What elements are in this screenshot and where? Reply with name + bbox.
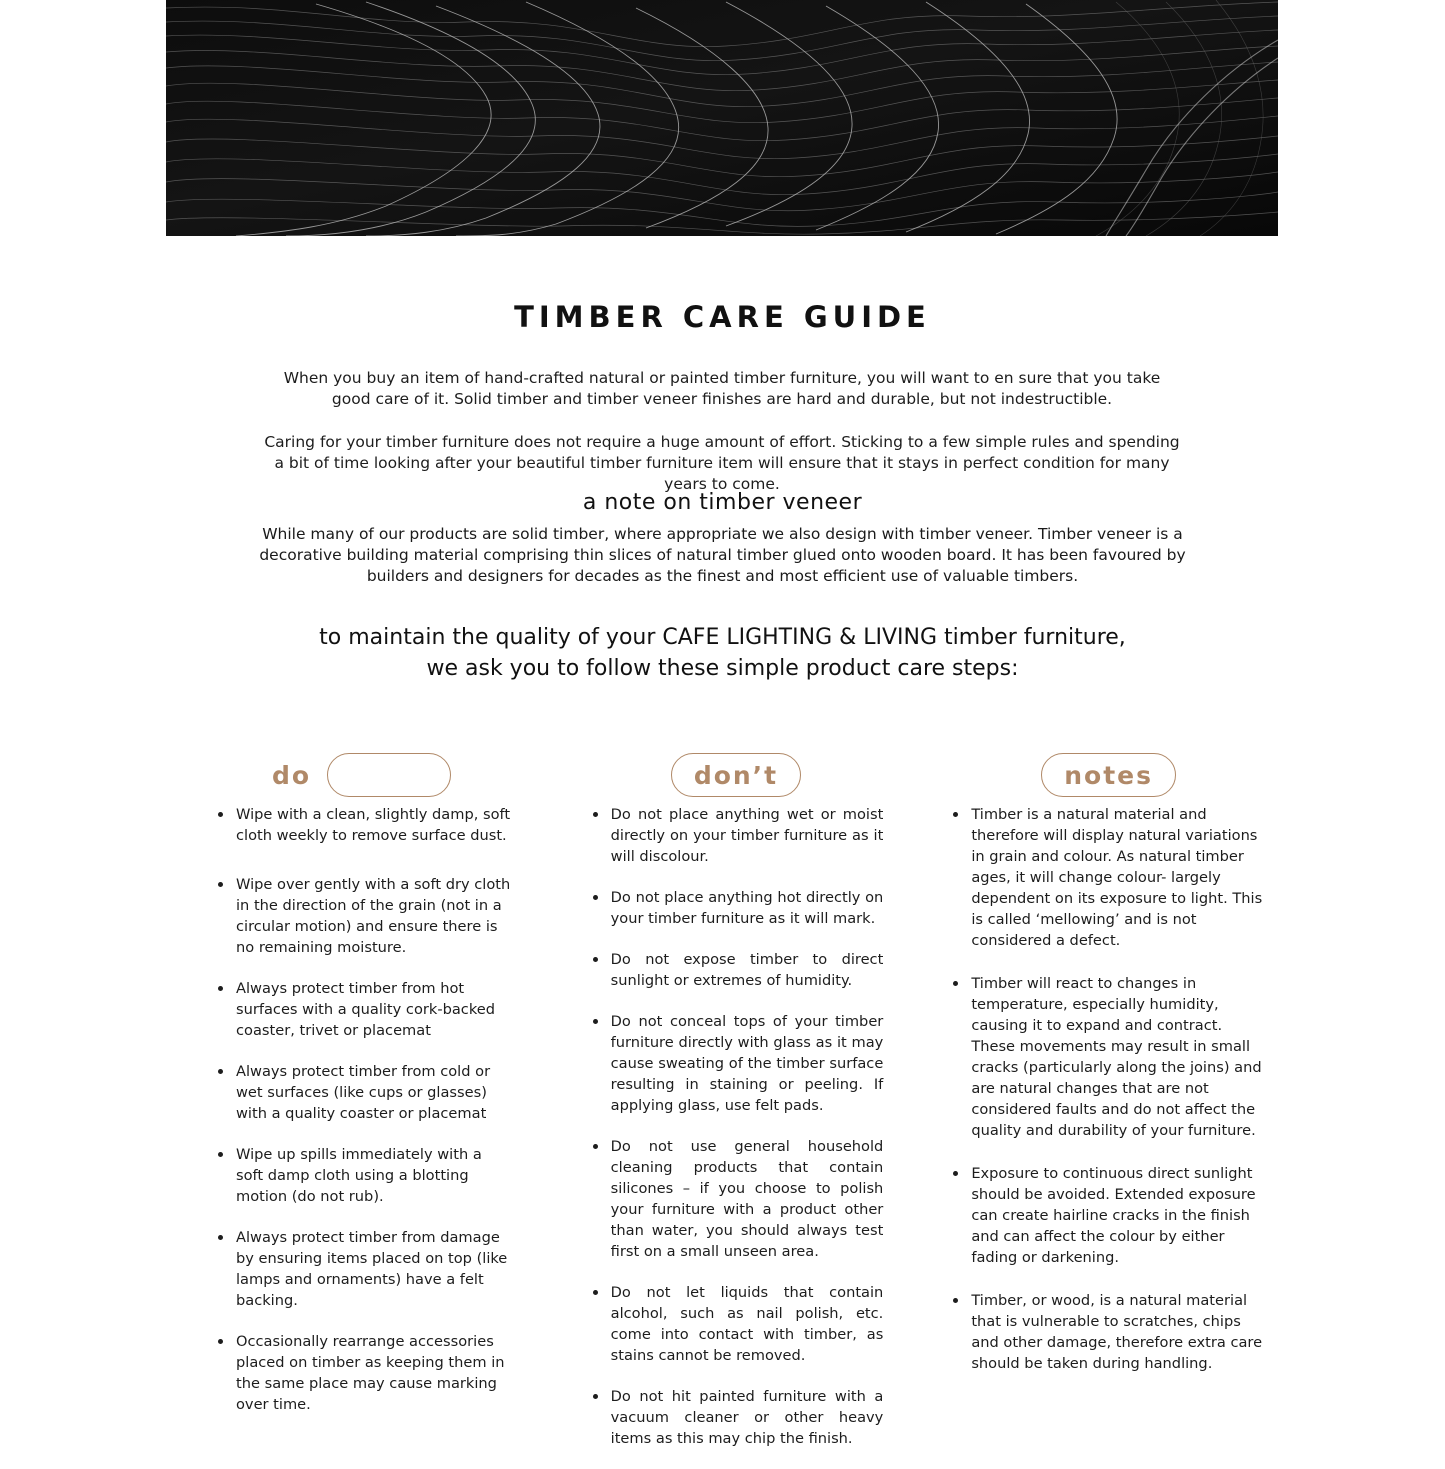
list-item: Do not use general household cleaning products that contain silicones – if you choose to polish your furniture with a product other than water, you should always test first on a small unseen area. [589, 1136, 884, 1262]
column-dont-label: don’t [671, 753, 801, 797]
column-do-label: do [272, 760, 312, 790]
care-columns [166, 752, 1278, 1469]
page-title: TIMBER CARE GUIDE [514, 300, 931, 334]
notes-list [949, 804, 1268, 1374]
list-item: Wipe with a clean, slightly damp, soft cloth weekly to remove surface dust. [214, 804, 511, 846]
dont-list [589, 804, 884, 1449]
list-item: Do not let liquids that contain alcohol, such as nail polish, etc. come into contact with timber, as stains cannot be removed. [589, 1282, 884, 1366]
maintain-line-1: to maintain the quality of your CAFE LIGHTING & LIVING timber furniture, [319, 625, 1126, 650]
list-item: Always protect timber from cold or wet surfaces (like cups or glasses) with a quality coaster or placemat [214, 1061, 511, 1124]
maintain-line-2: we ask you to follow these simple product care steps: [426, 656, 1019, 681]
list-item: Do not place anything hot directly on your timber furniture as it will mark. [589, 887, 884, 929]
list-item: Do not expose timber to direct sunlight or extremes of humidity. [589, 949, 884, 991]
do-list [214, 804, 511, 1415]
list-item: Always protect timber from damage by ensuring items placed on top (like lamps and ornaments) have a felt backing. [214, 1227, 511, 1311]
list-item: Timber is a natural material and therefore will display natural variations in grain and colour. As natural timber ages, it will change colour- largely dependent on its exposure to light. This is called ‘mellowing’ and is not considered a defect. [949, 804, 1268, 951]
list-item: Wipe up spills immediately with a soft damp cloth using a blotting motion (do not rub). [214, 1144, 511, 1207]
veneer-heading: a note on timber veneer [582, 490, 863, 515]
list-item: Wipe over gently with a soft dry cloth in the direction of the grain (not in a circular motion) and ensure there is no remaining moisture. [214, 874, 511, 958]
maintain-block [0, 622, 1445, 684]
list-item: Do not hit painted furniture with a vacuum cleaner or other heavy items as this may chip the finish. [589, 1386, 884, 1449]
timber-grain-illustration [166, 0, 1278, 236]
column-notes-label: notes [1041, 753, 1176, 797]
do-pill-outline [327, 753, 451, 797]
list-item: Timber, or wood, is a natural material that is vulnerable to scratches, chips and other damage, therefore extra care should be taken during handling. [949, 1290, 1268, 1374]
list-item: Always protect timber from hot surfaces with a quality cork-backed coaster, trivet or placemat [214, 978, 511, 1041]
column-do [166, 752, 537, 1469]
column-notes [907, 752, 1278, 1469]
hero-image [166, 0, 1278, 236]
column-dont-header [589, 752, 884, 798]
veneer-body: While many of our products are solid timber, where appropriate we also design with timber veneer. Timber veneer is a decorative building material comprising thin slices of natural timber glued onto wooden board. It has been favoured by builders and designers for decades as the finest and most efficient use of valuable timbers. [259, 525, 1186, 585]
column-dont [537, 752, 908, 1469]
column-do-header [214, 752, 511, 798]
list-item: Do not conceal tops of your timber furniture directly with glass as it may cause sweating of the timber surface resulting in staining or peeling. If applying glass, use felt pads. [589, 1011, 884, 1116]
list-item: Timber will react to changes in temperature, especially humidity, causing it to expand and contract. These movements may result in small cracks (particularly along the joins) and are natural changes that are not considered faults and do not affect the quality and durability of your furniture. [949, 973, 1268, 1141]
list-item: Exposure to continuous direct sunlight should be avoided. Extended exposure can create hairline cracks in the finish and can affect the colour by either fading or darkening. [949, 1163, 1268, 1268]
intro-paragraph-2: Caring for your timber furniture does not require a huge amount of effort. Sticking to a few simple rules and spending a bit of time looking after your beautiful timber furniture item will ensure that it stays in perfect condition for many years to come. [264, 433, 1180, 493]
list-item: Do not place anything wet or moist directly on your timber furniture as it will discolour. [589, 804, 884, 867]
intro-paragraph-1: When you buy an item of hand-crafted natural or painted timber furniture, you will want to en sure that you take good care of it. Solid timber and timber veneer finishes are hard and durable, but not indestructible. [283, 369, 1161, 408]
list-item: Occasionally rearrange accessories placed on timber as keeping them in the same place may cause marking over time. [214, 1331, 511, 1415]
column-notes-header [949, 752, 1268, 798]
